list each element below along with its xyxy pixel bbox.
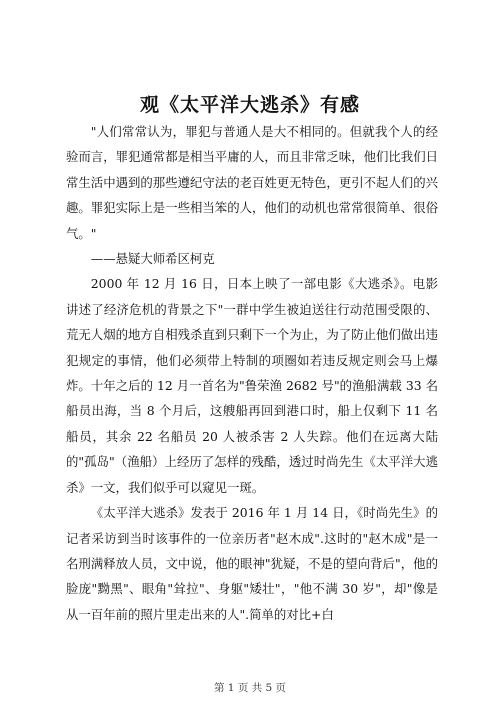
paragraph-movie-summary: 2000 年 12 月 16 日，日本上映了一部电影《大逃杀》。电影讲述了经济危机的背景之下"一群中学生被迫送往行动范围受限的、荒无人烟的地方自相残杀直到只剩下一个为止，为了防止他们做出违犯规定的事情，他们必须带上特制的项圈如若违反规定则会马上爆炸。十年之后的 12 月一首名为"鲁荣渔 2682 号"的渔船满载 33 名船员出海，当 8 个月后，这艘船再回到港口时，船上仅剩下 11 名船员，其余 22 名船员 20 人被杀害 2 人失踪。他们在远离大陆的"孤岛"（渔船）上经历了怎样的残酷，透过时尚先生《太平洋大逃杀》一文，我们似乎可以窥见一斑。 bbox=[66, 276, 438, 495]
paragraph-quote: "人们常常认为，罪犯与普通人是大不相同的。但就我个人的经验而言，罪犯通常都是相当平庸的人，而且非常乏味，他们比我们日常生活中遇到的那些遵纪守法的老百姓更无特色，更引不起人们的兴趣。罪犯实际上是一些相当笨的人，他们的动机也常常很简单、很俗气。" bbox=[66, 124, 438, 241]
document-body bbox=[66, 119, 438, 627]
paragraph-attribution: ——悬疑大师希区柯克 bbox=[90, 251, 215, 267]
page-footer: 第 1 页 共 5 页 bbox=[213, 682, 287, 694]
paragraph-article-intro: 《太平洋大逃杀》发表于 2016 年 1 月 14 日，《时尚先生》的记者采访到当时该事件的一位亲历者"赵木成".这时的"赵木成"是一名刑满释放人员，文中说，他的眼神"犹疑，不是的望向背后"，他的脸庞"黝黑"、眼角"耸拉"、身躯"矮壮"，"他不满 30 岁"，却"像是从一百年前的照片里走出来的人".简单的对比+白 bbox=[66, 505, 438, 622]
document-title: 观《太平洋大逃杀》有感 bbox=[139, 94, 360, 116]
